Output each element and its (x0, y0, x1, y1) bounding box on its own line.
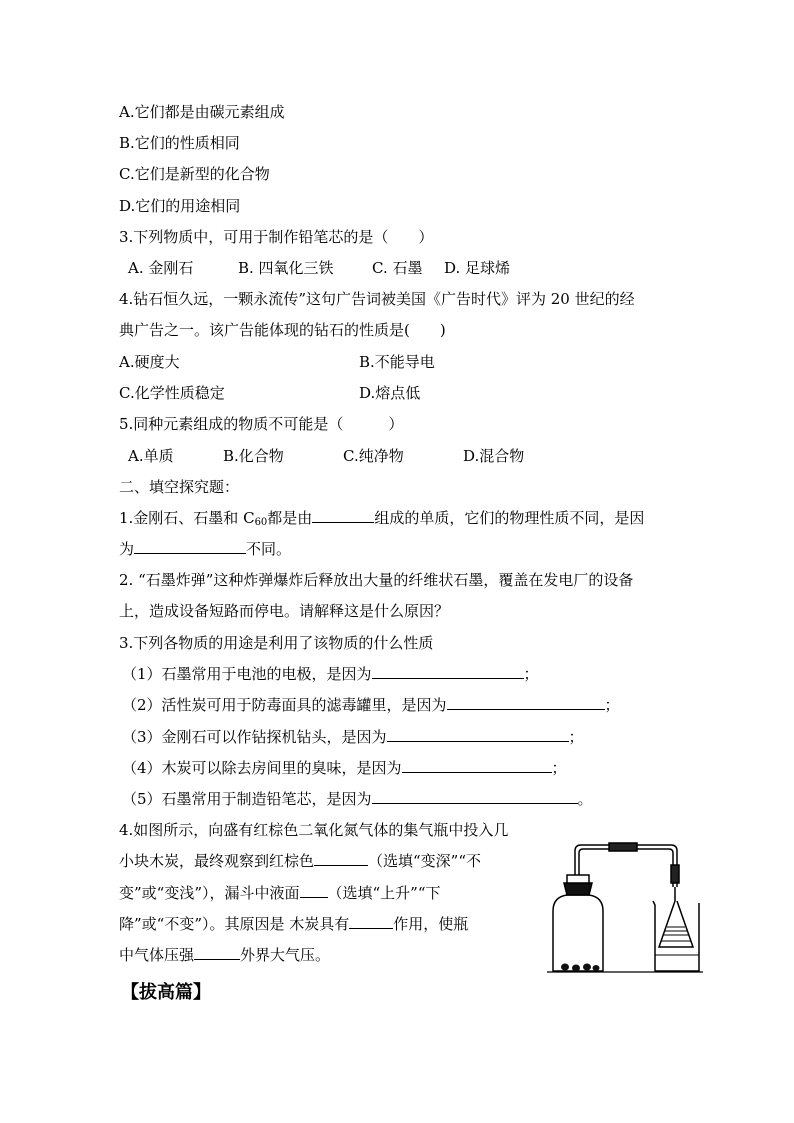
q3-option-d: D. 足球烯 (444, 259, 511, 277)
q3-stem: 3.下列物质中，可用于制作铅笔芯的是（ ） (119, 228, 434, 246)
fill3-item-1: （1）石墨常用于电池的电极，是因为 ； (122, 665, 539, 683)
fill3-blank-3[interactable] (387, 727, 569, 742)
fill3-stem: 3.下列各物质的用途是利用了该物质的什么性质 (119, 634, 434, 652)
fill1-blank1[interactable] (312, 508, 374, 523)
q3-option-c: C. 石墨 (372, 259, 423, 277)
fill4-line5: 中气体压强 外界大气压。 (119, 946, 331, 964)
q2-option-c: C.它们是新型的化合物 (119, 165, 270, 183)
q4-option-b: B.不能导电 (359, 353, 435, 371)
q2-option-a: A.它们都是由碳元素组成 (119, 103, 285, 121)
q5-options (128, 446, 524, 466)
fill4-line2: 小块木炭，最终观察到红棕色 （选填“变深”“不 (119, 852, 482, 870)
fill4-blank-effect[interactable] (349, 914, 393, 929)
q4-stem-line1: 4.钻石恒久远，一颗永流传”这句广告词被美国《广告时代》评为 20 世纪的经 (119, 290, 635, 308)
q4-stem-line2: 典广告之一。该广告能体现的钻石的性质是( ) (119, 321, 446, 339)
fill4-line1: 4.如图所示，向盛有红棕色二氧化氮气体的集气瓶中投入几 (119, 821, 509, 839)
fill3-blank-5[interactable] (372, 789, 578, 804)
q3-options (128, 258, 510, 278)
q4-options-row2 (119, 383, 420, 403)
fill3-blank-4[interactable] (402, 758, 552, 773)
q2-option-b: B.它们的性质相同 (119, 134, 240, 152)
fill4-blank-pressure[interactable] (194, 945, 240, 960)
fill1-line2: 为 不同。 (119, 540, 292, 558)
fill1-line1: 1.金刚石、石墨和 $C_{60}$都是由 组成的单质，它们的物理性质不同，是因 (119, 509, 645, 528)
q5-option-c: C.纯净物 (343, 447, 404, 465)
fill4-blank-color[interactable] (314, 851, 368, 866)
q5-option-d: D.混合物 (463, 447, 525, 465)
fill3-item-3: （3）金刚石可以作钻探机钻头，是因为 ； (122, 728, 584, 746)
gas-bottle (553, 895, 603, 971)
q2-option-d: D.它们的用途相同 (119, 197, 241, 215)
q3-option-b: B. 四氧化三铁 (238, 259, 334, 277)
q5-stem: 5.同种元素组成的物质不可能是（ ） (119, 415, 404, 433)
q4-options-row1 (119, 352, 435, 372)
section2-title: 二、填空探究题： (119, 478, 240, 496)
q5-option-a: A.单质 (128, 447, 174, 465)
q4-option-a: A.硬度大 (119, 353, 180, 371)
bottle-stopper (564, 883, 592, 895)
q5-option-b: B.化合物 (223, 447, 284, 465)
q4-option-d: D.熔点低 (359, 384, 421, 402)
fill4-blank-level[interactable] (300, 883, 328, 898)
fill3-item-4: （4）木炭可以除去房间里的臭味，是因为 ； (122, 759, 567, 777)
q3-option-a: A. 金刚石 (128, 259, 194, 277)
funnel (659, 887, 693, 947)
gas-bottle-apparatus-illustration (545, 835, 705, 975)
footer-heading: 【拔高篇】 (121, 982, 211, 1003)
fill3-item-2: （2）活性炭可用于防毒面具的滤毒罐里，是因为 ； (122, 696, 620, 714)
fill4-line3: 变”或“变浅”），漏斗中液面 （选填“上升”“下 (119, 884, 441, 902)
fill4-line4: 降”或“不变”）。其原因是 木炭具有 作用，使瓶 (119, 915, 469, 933)
c60-subscript: 60 (254, 517, 268, 528)
fill3-item-5: （5）石墨常用于制造铅笔芯，是因为 。 (122, 790, 593, 808)
fill2-line1: 2. “石墨炸弹”这种炸弹爆炸后释放出大量的纤维状石墨，覆盖在发电厂的设备 (119, 571, 634, 589)
fill3-blank-2[interactable] (447, 695, 605, 710)
fill2-line2: 上，造成设备短路而停电。请解释这是什么原因？ (119, 602, 450, 620)
q4-option-c: C.化学性质稳定 (119, 384, 225, 402)
beaker (653, 901, 699, 971)
fill3-blank-1[interactable] (372, 664, 524, 679)
fill1-blank2[interactable] (134, 539, 246, 554)
